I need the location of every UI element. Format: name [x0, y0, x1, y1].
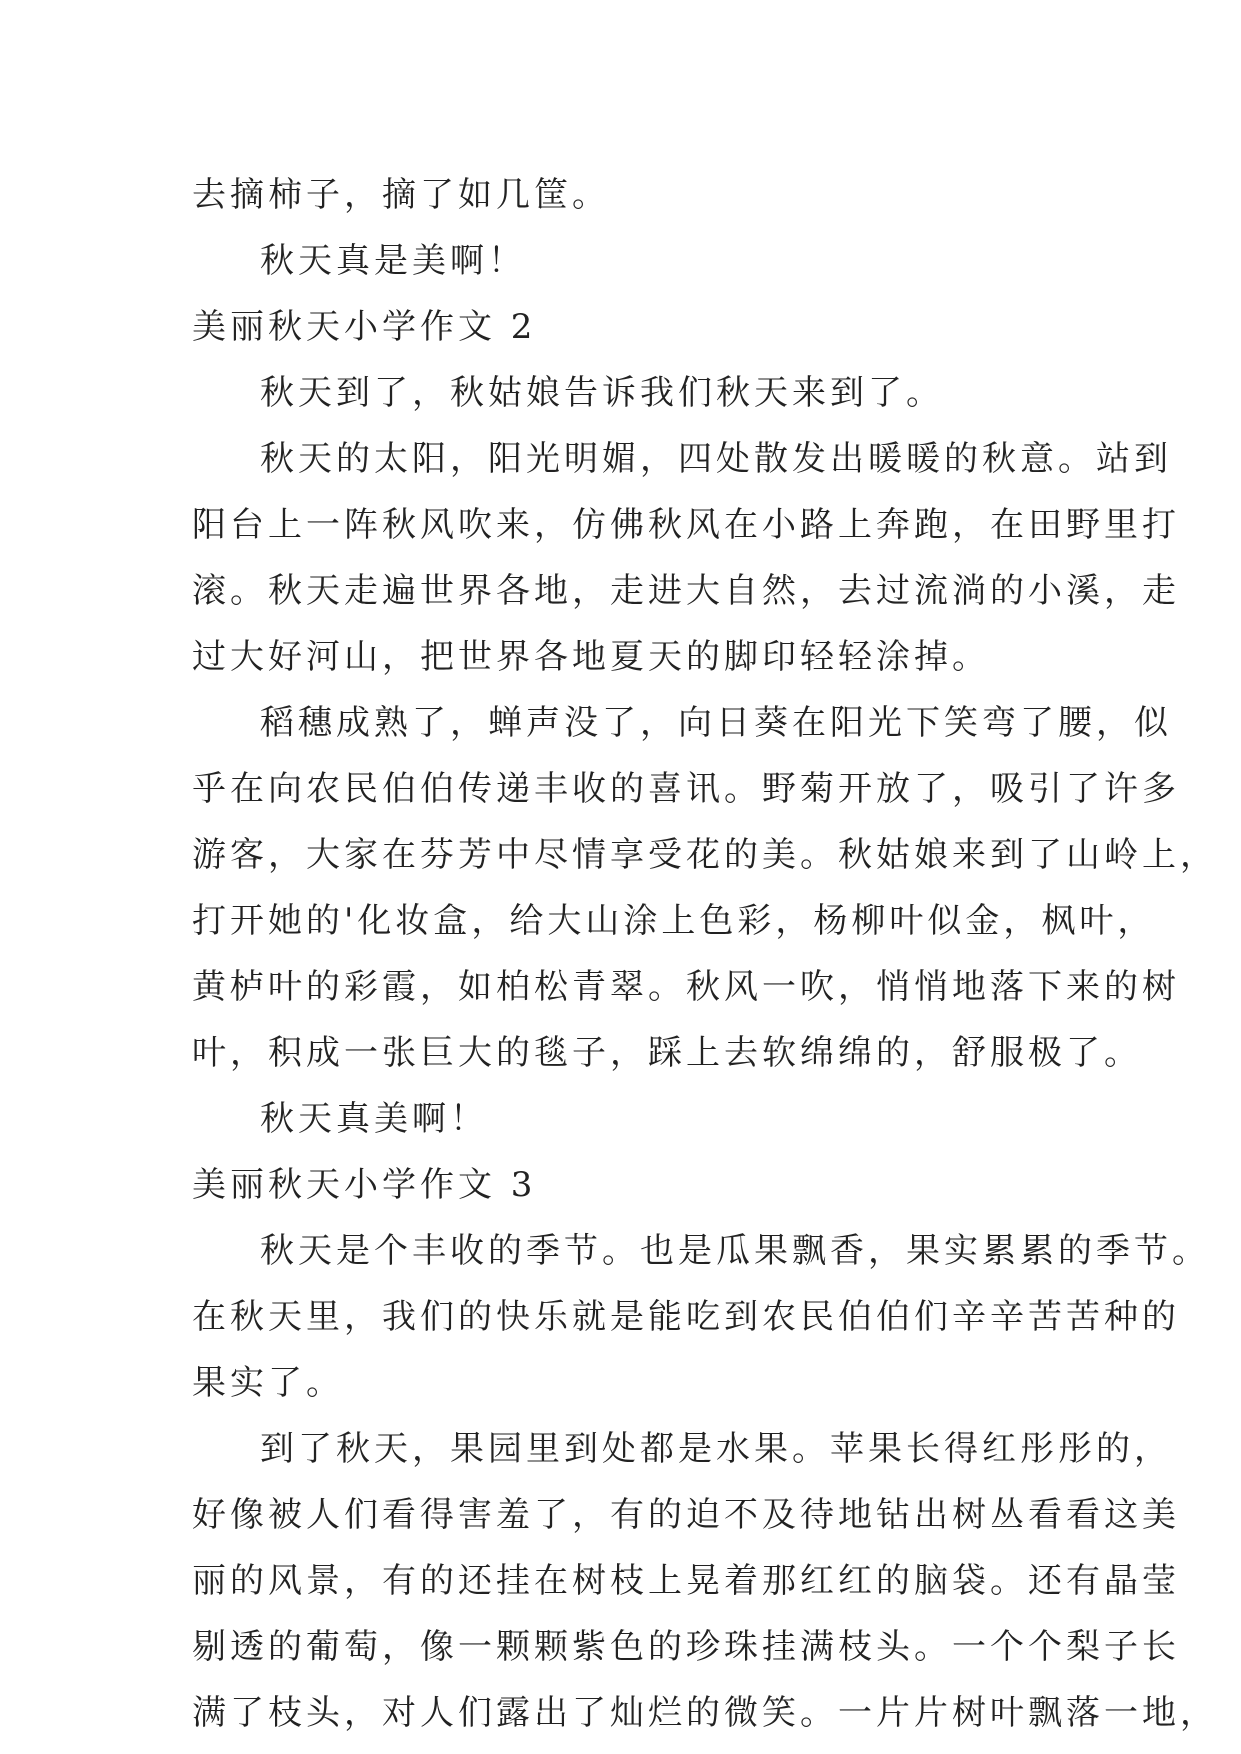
- paragraph-line: 黄栌叶的彩霞，如柏松青翠。秋风一吹，悄悄地落下来的树: [192, 967, 1180, 1007]
- paragraph-line: 阳台上一阵秋风吹来，仿佛秋风在小路上奔跑，在田野里打: [192, 505, 1180, 545]
- paragraph-line: 好像被人们看得害羞了，有的迫不及待地钻出树丛看看这美: [192, 1495, 1180, 1535]
- paragraph-line: 游客，大家在芬芳中尽情享受花的美。秋姑娘来到了山岭上，: [192, 835, 1218, 875]
- section-heading: 美丽秋天小学作文 3: [192, 1165, 537, 1205]
- paragraph-line: 秋天的太阳，阳光明媚，四处散发出暖暖的秋意。站到: [260, 439, 1172, 479]
- paragraph-line: 果实了。: [192, 1363, 344, 1403]
- paragraph-line: 滚。秋天走遍世界各地，走进大自然，去过流淌的小溪，走: [192, 571, 1180, 611]
- document-page: [192, 162, 1218, 1746]
- paragraph-line: 打开她的'化妆盒，给大山涂上色彩，杨柳叶似金，枫叶，: [192, 901, 1156, 941]
- paragraph-line: 剔透的葡萄，像一颗颗紫色的珍珠挂满枝头。一个个梨子长: [192, 1627, 1180, 1667]
- paragraph-line: 秋天真是美啊！: [260, 241, 526, 281]
- paragraph-line: 叶，积成一张巨大的毯子，踩上去软绵绵的，舒服极了。: [192, 1033, 1142, 1073]
- paragraph-line: 秋天真美啊！: [260, 1099, 488, 1139]
- text-line: 去摘柿子，摘了如几筐。: [192, 175, 610, 215]
- paragraph-line: 秋天是个丰收的季节。也是瓜果飘香，果实累累的季节。: [260, 1231, 1210, 1271]
- section-heading: 美丽秋天小学作文 2: [192, 307, 537, 347]
- paragraph-line: 过大好河山，把世界各地夏天的脚印轻轻涂掉。: [192, 637, 990, 677]
- paragraph-line: 稻穗成熟了，蝉声没了，向日葵在阳光下笑弯了腰，似: [260, 703, 1172, 743]
- paragraph-line: 丽的风景，有的还挂在树枝上晃着那红红的脑袋。还有晶莹: [192, 1561, 1180, 1601]
- paragraph-line: 秋天到了，秋姑娘告诉我们秋天来到了。: [260, 373, 944, 413]
- paragraph-line: 乎在向农民伯伯传递丰收的喜讯。野菊开放了，吸引了许多: [192, 769, 1180, 809]
- paragraph-line: 满了枝头，对人们露出了灿烂的微笑。一片片树叶飘落一地，: [192, 1693, 1218, 1733]
- paragraph-line: 在秋天里，我们的快乐就是能吃到农民伯伯们辛辛苦苦种的: [192, 1297, 1180, 1337]
- paragraph-line: 到了秋天，果园里到处都是水果。苹果长得红彤彤的，: [260, 1429, 1172, 1469]
